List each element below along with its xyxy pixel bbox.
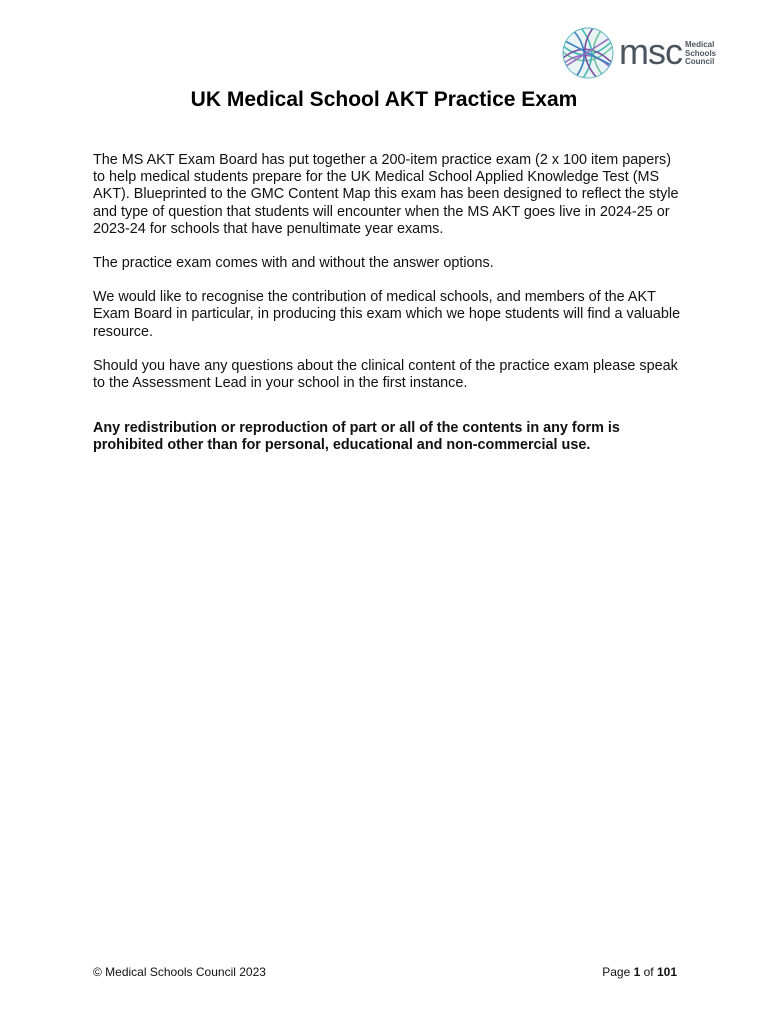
document-body — [93, 152, 683, 472]
page-current: 1 — [633, 965, 641, 979]
intro-paragraph: The MS AKT Exam Board has put together a 200-item practice exam (2 x 100 item papers) to help medical students prepare for the UK Medical School Applied Knowledge Test (MS AKT). Blueprinted to the GMC Content Map this exam has been designed to reflect the style and type of question that students will encounter when the MS AKT goes live in 2024-25 or 2023-24 for schools that have penultimate year exams. — [93, 152, 679, 237]
page-number — [602, 965, 677, 979]
page-of: of — [640, 965, 657, 979]
footer-copyright: © Medical Schools Council 2023 — [93, 965, 266, 979]
answer-options-paragraph: The practice exam comes with and without the answer options. — [93, 255, 494, 272]
msc-logo — [561, 26, 731, 82]
logo-subtitle — [685, 41, 716, 67]
questions-paragraph: Should you have any questions about the clinical content of the practice exam please speak to the Assessment Lead in your school in the first instance. — [93, 357, 678, 392]
copyright-notice: Any redistribution or reproduction of part or all of the contents in any form is prohibited other than for personal, educational and non-commercial use. — [93, 420, 620, 454]
page-prefix: Page — [602, 965, 634, 979]
logo-subtitle-line: Medical — [685, 40, 715, 49]
logo-subtitle-line: Council — [685, 57, 715, 66]
page-total: 101 — [656, 965, 677, 979]
msc-emblem-icon — [561, 26, 615, 80]
acknowledgement-paragraph: We would like to recognise the contribution of medical schools, and members of the AKT Exam Board in particular, in producing this exam which we hope students will find a valuable resource. — [93, 289, 681, 340]
logo-subtitle-line: Schools — [685, 48, 717, 58]
page-title: UK Medical School AKT Practice Exam — [190, 88, 578, 111]
logo-wordmark: msc — [619, 31, 682, 72]
